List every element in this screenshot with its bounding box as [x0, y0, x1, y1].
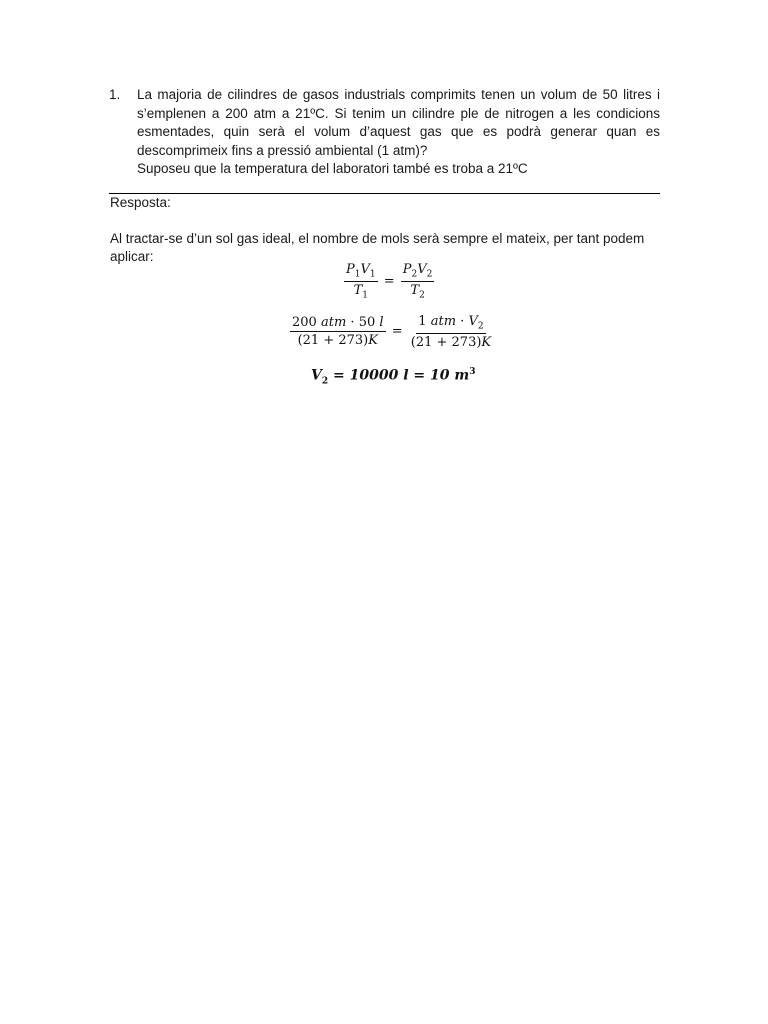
equals-sign: =: [391, 324, 403, 340]
substituted-lhs-numerator: 200 atm · 50 l: [292, 315, 384, 331]
lhs-numerator: $P_1V_1$: [346, 262, 376, 280]
substituted-lhs-denominator: (21 + 273)K: [297, 333, 378, 349]
result-equation: $V_2 = 10000$ l = 10 $m^3$: [311, 367, 476, 387]
question-text: La majoria de cilindres de gasos industrials comprimits tenen un volum de 50 litres i s’emplenen a 200 atm a 21ºC. Si tenim un cilindre ple de nitrogen a les condicions esmentades, quin serà el volum d’aquest gas que es podrà generar quan es descomprimeix fins a pressió ambiental (1 atm)?: [137, 87, 660, 158]
answer-label: Resposta:: [110, 195, 171, 210]
substituted-equation: [290, 314, 493, 350]
substituted-rhs-numerator: 1 atm · $V_2$: [418, 314, 484, 332]
question-body: [137, 86, 660, 179]
substituted-rhs-denominator: (21 + 273)K: [410, 334, 492, 350]
equals-sign: =: [383, 273, 395, 289]
lhs-fraction: [344, 262, 378, 300]
rhs-numerator: $P_2V_2$: [402, 262, 433, 280]
substituted-rhs-fraction: [409, 314, 493, 350]
separator-line: [109, 193, 660, 194]
substituted-lhs-fraction: [290, 315, 386, 348]
ideal-gas-ratio-equation: [344, 262, 434, 300]
question-note: Suposeu que la temperatura del laboratori també es troba a 21ºC: [137, 161, 528, 176]
rhs-denominator: $T_2$: [410, 282, 425, 301]
rhs-fraction: [401, 262, 435, 300]
lhs-denominator: $T_1$: [353, 282, 368, 301]
answer-intro: Al tractar-se d’un sol gas ideal, el nombre de mols serà sempre el mateix, per tant podem aplicar:: [110, 231, 645, 264]
question-1: [109, 86, 660, 179]
question-number: 1.: [109, 87, 121, 102]
